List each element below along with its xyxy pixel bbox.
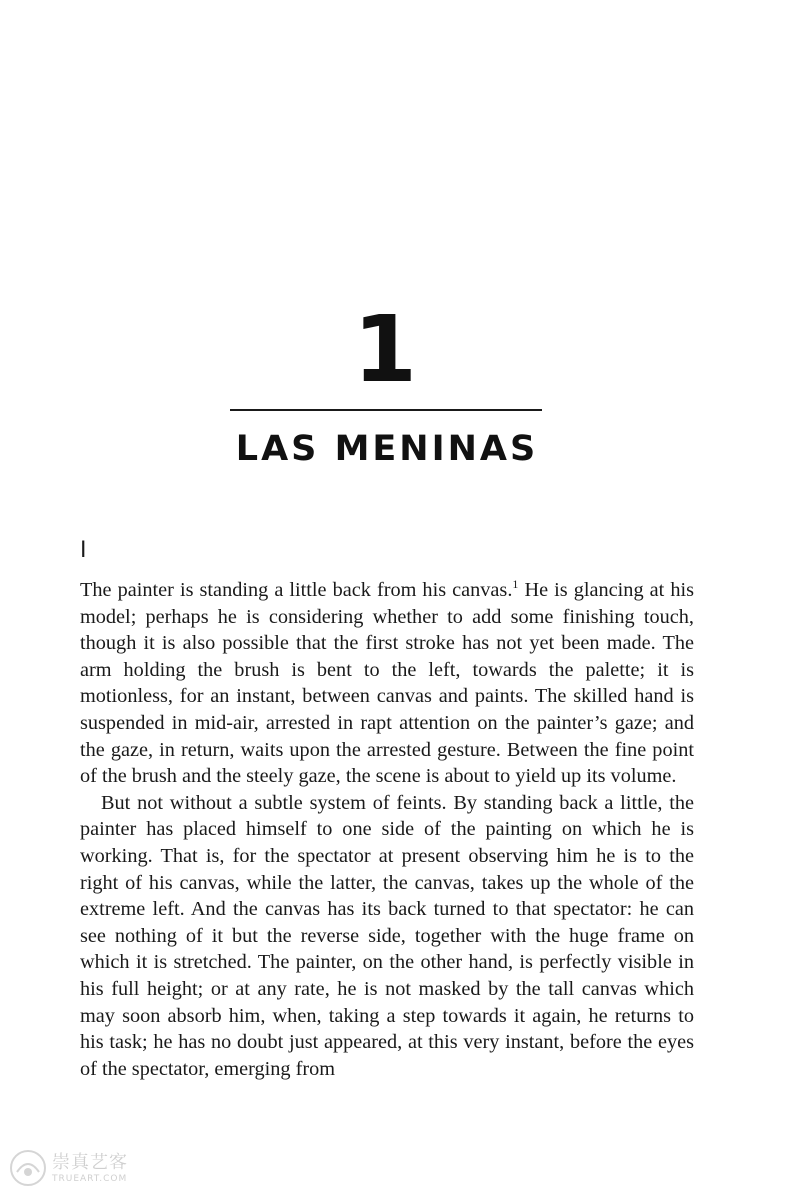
section-number: I <box>80 538 87 563</box>
chapter-title: LAS MENINAS <box>235 429 539 469</box>
watermark <box>8 1146 128 1190</box>
body-text <box>80 577 694 1082</box>
paragraph-1-text-start: The painter is standing a little back from his canvas. <box>80 579 513 601</box>
paragraph-1-text-end: He is glancing at his model; perhaps he is considering whether to add some finishing touch, though it is also possible that the first stroke has not yet been made. The arm holding the brush is bent to the left, towards the palette; it is motionless, for an instant, between canvas and paints. The skilled hand is suspended in mid-air, arrested in rapt attention on the painter’s gaze; and the gaze, in return, waits upon the arrested gesture. Between the fine point of the brush and the steely gaze, the scene is about to yield up its volume. <box>80 579 695 788</box>
watermark-logo-icon <box>8 1148 48 1188</box>
footnote-reference[interactable]: 1 <box>512 577 519 591</box>
paragraph-2: But not without a subtle system of feints. By standing back a little, the painter has placed himself to one side of the painting on which he is working. That is, for the spectator at present observing him he is to the right of his canvas, while the latter, the canvas, takes up the whole of the extreme left. And the canvas has its back turned to that spectator: he can see nothing of it but the reverse side, together with the huge frame on which it is stretched. The painter, on the other hand, is perfectly visible in his full height; or at any rate, he is not masked by the tall canvas which may soon absorb him, when, taking a step towards it again, he returns to his task; he has no doubt just appeared, at this very instant, before the eyes of the spectator, emerging from <box>80 791 694 1080</box>
chapter-divider <box>230 409 542 411</box>
watermark-english-text: TRUEART.COM <box>52 1174 128 1184</box>
chapter-number: 1 <box>352 296 417 403</box>
paragraph-1 <box>80 577 694 790</box>
watermark-text <box>52 1152 128 1184</box>
watermark-chinese-text: 崇真艺客 <box>52 1152 128 1173</box>
